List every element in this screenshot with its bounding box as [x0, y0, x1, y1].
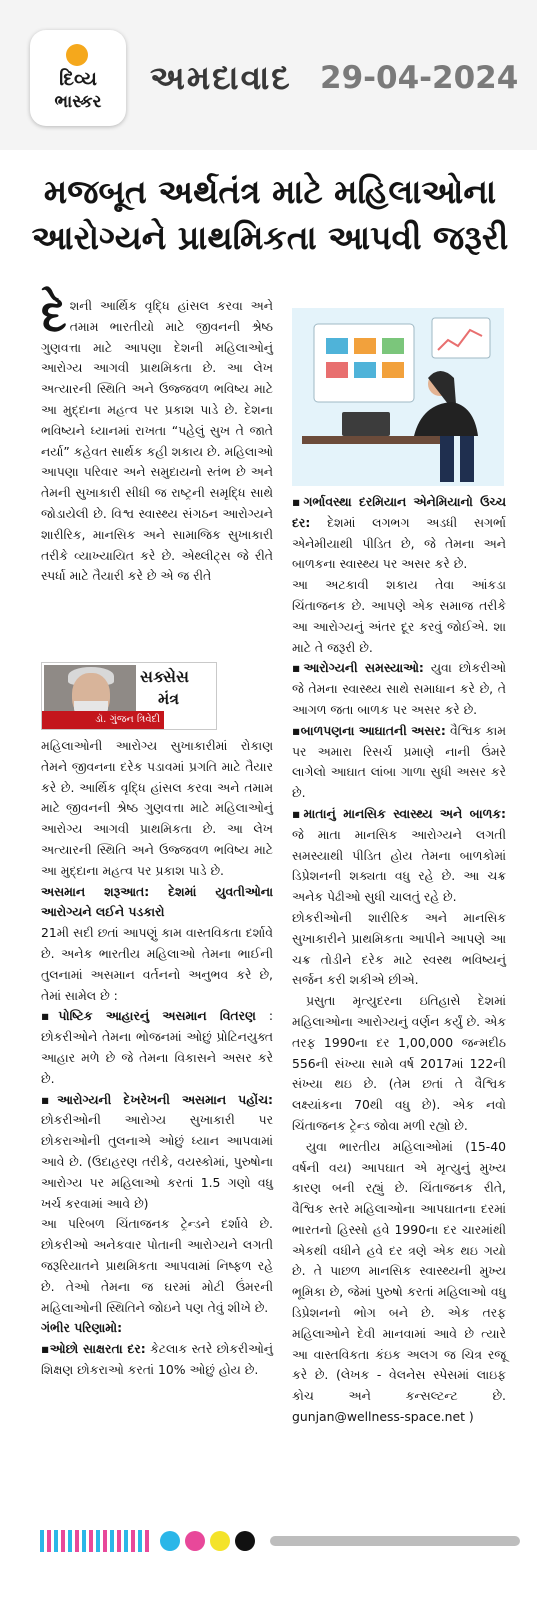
- column-box-success-mantra: [41, 662, 217, 730]
- paragraph-suicide-trend: યુવા ભારતીય મહિલાઓમાં (15-40 વર્ષની વય) આપઘાત એ મૃત્યુનું મુખ્ય કારણ બની રહ્યું છે. ચિંતાજનક રીતે, વૈશ્વિક સ્તરે મહિલાઓના આપઘાતના દરમાં ભારતનો હિસ્સો હવે 1990ના દર ચારમાંથી એકથી વધીને હવે દર ત્રણે એક થઇ ગયો છે. તે પાછળ માનસિક સ્વાસ્થ્યની મુખ્ય ભૂમિકા છે, જેમાં પુરુષો કરતાં મહિલાઓ વધુ ડિપ્રેશનનો ભોગ બને છે. એક તરફ મહિલાઓને દેવી માનવામાં આવે છે ત્યારે આ વાસ્તવિકતા કંઇક અલગ જ ચિત્ર રજૂ કરે છે. (લેખક - વેલનેસ સ્પેસમાં લાઇફ કોચ અને કન્સલ્ટન્ટ છે. gunjan@wellness-space.net ): [292, 1138, 506, 1425]
- illustration-svg: [292, 308, 504, 486]
- intro-paragraph-2: મહિલાઓની આરોગ્ય સુખાકારીમાં રોકાણ તેમને જીવનના દરેક પડાવમાં પ્રગતિ માટે તૈયાર કરે છે. આર્થિક વૃદ્ધિ હાંસલ કરવા અને તમામ માટે જીવનની શ્રેષ્ઠ ગુણવત્તા માટે મહિલાઓનું આરોગ્ય આગવી પ્રાથમિકતા છે. આ લેખ અત્યારની સ્થિતિ અને ઉજ્જવળ ભવિષ્ય માટે આ મુદ્દાના મહત્વ પર પ્રકાશ પાડે છે.: [41, 738, 273, 878]
- bullet-health-problems: ▪આરોગ્યની સમસ્યાઓ: યુવા છોકરીઓ જે તેમના સ્વાસ્થ્ય સાથે સમાધાન કરે છે, તે આગળ જતા બાળક પર અસર કરે છે.: [292, 660, 506, 717]
- drop-cap: દે: [41, 288, 67, 342]
- paragraph-preventable-figures: આ અટકાવી શકાય તેવા આંકડા ચિંતાજનક છે. આપણે એક સમાજ તરીકે આ આરોગ્યનું અંતર દૂર કરવું જોઈએ. શા માટે તે જરૂરી છે.: [292, 577, 506, 655]
- paragraph-break-cycle: છોકરીઓની શારીરિક અને માનસિક સુખાકારીને પ્રાથમિકતા આપીને આપણે આ ચક્ર તોડીને દરેક માટે સ્વસ્થ ભવિષ્યનું સર્જન કરી શકીએ છીએ.: [292, 909, 506, 988]
- registration-stripes: [40, 1530, 150, 1552]
- subheading-serious-consequences: ગંભીર પરિણામો:: [41, 1320, 123, 1336]
- divya-bhaskar-logo: [30, 30, 126, 126]
- woman-at-laptop-illustration: [292, 308, 504, 486]
- bullet-anemia: ▪ગર્ભાવસ્થા દરમિયાન એનેમિયાનો ઉચ્ચ દર: દેશમાં લગભગ અડધી સગર્ભા એનેમીયાથી પીડિત છે, જે તેમના અને બાળકના સ્વાસ્થ્ય પર અસર કરે છે.: [292, 494, 506, 572]
- subheading-unequal-start: અસમાન શરૂઆત: દેશમાં યુવતીઓના આરોગ્યને લઈને પડકારો: [41, 883, 273, 920]
- sun-icon: [66, 44, 88, 66]
- newspaper-header: [0, 0, 537, 150]
- magenta-dot: [185, 1531, 205, 1551]
- paragraph-maternal-mortality: પ્રસુતા મૃત્યુદરના ઇતિહાસે દેશમાં મહિલાઓના આરોગ્યનું વર્ણન કર્યું છે. એક તરફ 1990ના દર 1,00,000 જન્મદીઠ 556ની સંખ્યા સામે વર્ષ 2017માં 122ની સંખ્યા થઇ છે. (તેમ છતાં તે વૈશ્વિક લક્ષ્યાંકના 70થી વધુ છે). એક નવો ચિંતાજનક ટ્રેન્ડ જોવા મળી રહ્યો છે.: [292, 993, 506, 1133]
- left-column-bottom: [41, 736, 273, 1381]
- edition-city: અમદાવાદ: [150, 58, 292, 97]
- yellow-dot: [210, 1531, 230, 1551]
- bullet-literacy: ▪ઓછો સાક્ષરતા દર: કેટલાક સ્તરે છોકરીઓનું શિક્ષણ છોકરાઓ કરતાં 10% ઓછું હોય છે.: [41, 1341, 273, 1377]
- bullet-nutrition: ▪પોષ્ટિક આહારનું અસમાન વિતરણ : છોકરીઓને તેમના ભોજનમાં ઓછું પ્રોટિનયુક્ત આહાર મળે છે જે તેમના વિકાસને અસર કરે છે.: [41, 1008, 273, 1086]
- intro-text: શની આર્થિક વૃદ્ધિ હાંસલ કરવા અને તમામ ભારતીયો માટે જીવનની શ્રેષ્ઠ ગુણવત્તા માટે આપણા દેશની મહિલાઓનું આરોગ્ય આગવી પ્રાથમિકતા છે. આ લેખ અત્યારની સ્થિતિ અને ઉજ્જવળ ભવિષ્ય માટે આ મુદ્દાના મહત્વ પર પ્રકાશ પાડે છે. દેશના ભવિષ્યને ધ્યાનમાં રાખતા “પહેલું સુખ તે જાતે નર્યા” કહેવત સાર્થક કહી શકાય છે. મહિલાઓ આપણા પરિવાર અને સમુદાયનો સ્તંભ છે અને તેમની સુખાકારી સીધી જ રાષ્ટ્રની સમૃદ્ધિ સાથે જોડાયેલી છે. વિશ્વ સ્વાસ્થ્ય સંગઠન આરોગ્યને શારીરિક, માનસિક અને સામાજિક સુખાકારી તરીકે વ્યાખ્યાયિત કરે છે. એથ્લીટ્સ જે રીતે સ્પર્ધા માટે તૈયારી કરે છે એ જ રીતે: [41, 298, 273, 584]
- right-column: [292, 492, 506, 1428]
- logo-text-line1: દિવ્ય: [59, 68, 97, 90]
- bullet-maternal-mental-health: ▪માતાનું માનસિક સ્વાસ્થ્ય અને બાળક: જે માતા માનસિક આરોગ્યને લગતી સમસ્યાથી પીડિત હોય તેમના બાળકોમાં ડિપ્રેશનની શક્યતા વધુ રહે છે. આ ચક્ર અનેક પેઢીઓ સુધી ચાલતું રહે છે.: [292, 805, 506, 905]
- cyan-dot: [160, 1531, 180, 1551]
- intro-paragraph: [41, 288, 273, 587]
- print-color-bar: [40, 1530, 520, 1552]
- author-name: ડૉ. ગુંજન ત્રિવેદી: [42, 711, 164, 729]
- black-dot: [235, 1531, 255, 1551]
- column-title-1: સક્સેસ: [140, 667, 189, 686]
- headline-line2: આરોગ્યને પ્રાથમિકતા આપવી જરૂરી: [31, 218, 509, 257]
- edition-date: 29-04-2024: [320, 60, 519, 96]
- bullet-healthcare-access: ▪આરોગ્યની દેખરેખની અસમાન પહોંચ: છોકરીઓની આરોગ્ય સુખાકારી પર છોકરાઓની તુલનાએ ઓછું ધ્યાન આપવામાં આવે છે. (ઉદાહરણ તરીકે, વયસ્કોમાં, પુરુષોના આરોગ્ય પર મહિલાઓ કરતાં 1.5 ગણો વધુ ખર્ચ કરવામાં આવે છે): [41, 1091, 273, 1211]
- column-title-2: મંત્ર: [158, 689, 180, 708]
- paragraph-worrying-trend: આ પરિબળ ચિંતાજનક ટ્રેન્ડને દર્શાવે છે. છોકરીઓ અનેકવાર પોતાની આરોગ્યને લગતી જરૂરિયાતને પ્રાથમિકતા આપવામાં નિષ્ફળ રહે છે. તેઓ તેમના જ ઘરમાં મોટી ઉંમરની મહિલાઓની સ્થિતિને જોઇને પણ તેવું શીખે છે.: [41, 1216, 273, 1315]
- grey-bar: [270, 1536, 520, 1546]
- logo-text-line2: ભાસ્કર: [54, 92, 102, 112]
- left-column-top: [41, 288, 273, 587]
- headline-line1: મજબૂત અર્થતંત્ર માટે મહિલાઓના: [43, 172, 497, 211]
- paragraph-21st-century: 21મી સદી છતાં આપણું કામ વાસ્તવિકતા દર્શાવે છે. અનેક ભારતીય મહિલાઓ તેમના ભાઈની તુલનામાં અસમાન વર્તનનો અનુભવ કરે છે, તેમાં સામેલ છે :: [41, 925, 273, 1003]
- bullet-childhood-trauma: ▪બાળપણના આઘાતની અસર: વૈશ્વિક કામ પર અમારા રિસર્ચ પ્રમાણે નાની ઉંમરે લાગેલો આઘાત લાંબા ગાળા સુધી અસર કરે છે.: [292, 722, 506, 801]
